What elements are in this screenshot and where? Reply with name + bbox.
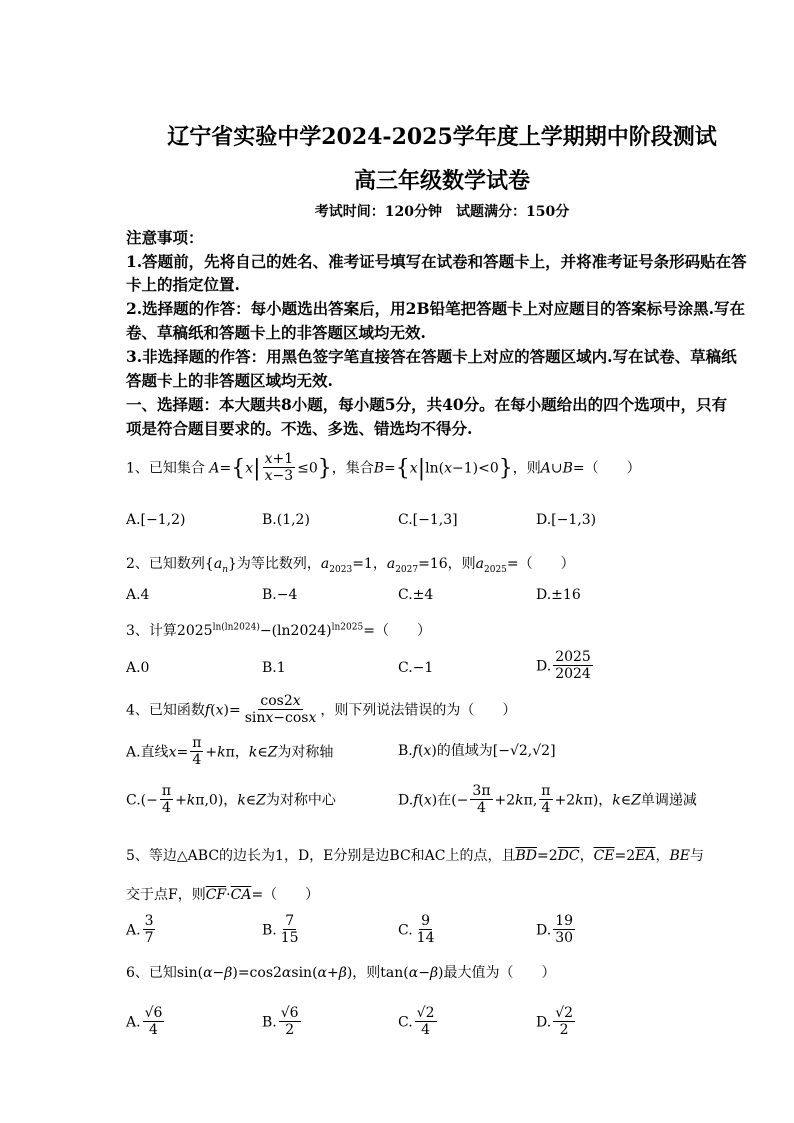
section-heading-b: 项是符合题目要求的。不选、多选、错选均不得分.	[126, 419, 473, 438]
q5-c-den: 14	[416, 930, 435, 947]
q1-bracket: （ ）	[584, 460, 641, 477]
q5-c-num: 9	[421, 913, 431, 929]
q3-option-d-denominator: 2024	[555, 666, 591, 683]
q2-text: 2、已知数列	[126, 556, 205, 572]
question-5-stem-line2: 交于点F，则$\overline{CF}\cdot\overline{CA}=$（ ）	[126, 887, 320, 903]
q6-text-end: ，则	[352, 965, 381, 981]
q3-text: 3、计算	[126, 623, 177, 639]
q5-d-num: 19	[555, 913, 574, 929]
q6-a-num: √6	[144, 1005, 163, 1021]
q5-a-num: 3	[144, 913, 154, 929]
q6-c-den: 4	[421, 1022, 431, 1039]
notice-item-2b: 卷、草稿纸和答题卡上的非答题区域均无效.	[126, 323, 426, 342]
q5-option-c: C. $\frac{9}{14}$	[398, 913, 435, 947]
q5-d-den: 30	[555, 930, 574, 947]
q6-bracket: （ ）	[499, 965, 556, 981]
q6-option-a: A. $\frac{√6}{4}$	[126, 1005, 163, 1039]
q6-b-den: 2	[285, 1022, 295, 1039]
question-3-stem: 3、计算$2025^{ln(ln2024)}-(\ln 2024)^{ln2025}=$（ ）	[126, 622, 431, 639]
q3-option-d	[536, 650, 595, 683]
q4-option-c: C.(− $\frac{\pi}{4}$ +kπ,0)，k∈Z为对称中心	[126, 783, 336, 817]
q3-bracket: （ ）	[374, 623, 431, 639]
question-6-stem: 6、已知sin(α−β)=cos2αsin(α+β)，则tan(α−β)最大值为（ ）	[126, 965, 556, 981]
q5-b-num: 7	[285, 913, 295, 929]
q3-option-a: A.0	[126, 660, 150, 676]
q6-c-num: √2	[416, 1005, 435, 1021]
q3-option-d-label: D.	[536, 658, 552, 675]
q6-text-tail: 最大值为	[443, 965, 500, 981]
q1-option-d: D.[−1,3)	[536, 512, 597, 528]
exam-info: 考试时间：120分钟 试题满分：150分	[314, 204, 570, 220]
q5-a-den: 7	[144, 930, 154, 947]
q3-option-c: C.−1	[398, 660, 434, 676]
q6-b-num: √6	[280, 1005, 299, 1021]
question-5-stem-line1: 5、等边△ABC的边长为1，D，E分别是边BC和AC上的点，且$\overline{BD}=2\overline{DC}$，$\overline{CE}=2\overline{EA}$，BE与	[126, 848, 705, 864]
q4-option-d-text: 单调递减	[640, 792, 697, 809]
q4-text: 4、已知函数	[126, 702, 205, 719]
q6-option-b: B. $\frac{√6}{2}$	[262, 1005, 299, 1039]
q6-text: 6、已知	[126, 965, 177, 981]
q4-option-c-text: 为对称中心	[265, 792, 336, 809]
question-2-stem: 2、已知数列$\{a_n\}$为等比数列，$a_{2023}=1$，$a_{2027}=16$，则$a_{2025}=$（ ）	[126, 556, 575, 575]
notice-item-3b: 答题卡上的非答题区域均无效.	[126, 371, 333, 390]
q4-text-end: ，则下列说法错误的为	[320, 702, 461, 719]
question-1-stem: 1、已知集合 A={x| $\frac{x+1}{x-3}$ ≤0}，集合B={x|ln(x−1)<0}，则A∪B=（ ）	[126, 451, 641, 485]
notice-item-1a: 1.答题前，先将自己的姓名、准考证号填写在试卷和答题卡上，并将准考证号条形码贴在答	[126, 252, 747, 271]
q6-d-num: √2	[555, 1005, 574, 1021]
notice-item-2a: 2.选择题的作答：每小题选出答案后，用2B铅笔把答题卡上对应题目的答案标号涂黑.写在	[126, 299, 745, 318]
q5-bracket: （ ）	[263, 887, 320, 903]
notice-item-1b: 卡上的指定位置.	[126, 275, 240, 294]
q4-bracket: （ ）	[460, 702, 517, 719]
q3-option-d-numerator: 2025	[555, 649, 591, 665]
q2-option-c: C.±4	[398, 587, 434, 603]
q2-text-end: ，则	[447, 556, 476, 572]
q4-option-b-text: 的值域为	[436, 743, 493, 759]
q4-option-a-text: 为对称轴	[277, 744, 334, 761]
q4-option-a: A.直线x= $\frac{\pi}{4}$ +kπ，k∈Z为对称轴	[126, 735, 334, 769]
q1-option-c: C.[−1,3]	[398, 512, 458, 528]
q5-option-a: A. $\frac{3}{7}$	[126, 913, 154, 947]
q5-option-b: B. $\frac{7}{15}$	[262, 913, 299, 947]
q1-text: 1、已知集合	[126, 460, 205, 477]
q6-d-den: 2	[559, 1022, 569, 1039]
q6-a-den: 4	[149, 1022, 158, 1039]
q1-text-mid: ，集合	[331, 460, 374, 477]
question-4-stem: 4、已知函数f(x)= $\frac{\cos 2x}{\sin x-\cos x}$ ，则下列说法错误的为（ ）	[126, 693, 517, 727]
exam-subtitle: 高三年级数学试卷	[353, 168, 530, 194]
q2-bracket: （ ）	[518, 556, 575, 572]
q1-text-end: ，则	[512, 460, 541, 477]
q4-option-b: B.f(x)的值域为[−√2,√2]	[398, 743, 556, 759]
q2-option-d: D.±16	[536, 587, 581, 603]
q1-option-a: A.[−1,2)	[126, 512, 186, 528]
q5-text-line2: 交于点F，则	[126, 887, 206, 903]
q5-b-den: 15	[280, 930, 299, 947]
notice-heading: 注意事项：	[126, 228, 204, 247]
q2-option-b: B.−4	[262, 587, 298, 603]
q1-option-b: B.(1,2)	[262, 512, 310, 528]
q6-option-d: D. $\frac{√2}{2}$	[536, 1005, 574, 1039]
notice-item-3a: 3.非选择题的作答：用黑色签字笔直接答在答题卡上对应的答题区域内.写在试卷、草稿纸	[126, 347, 737, 366]
q6-option-c: C. $\frac{√2}{4}$	[398, 1005, 435, 1039]
exam-title: 辽宁省实验中学2024-2025学年度上学期期中阶段测试	[167, 124, 717, 150]
q2-text-mid: 为等比数列，	[236, 556, 321, 572]
q2-option-a: A.4	[126, 587, 150, 603]
section-heading-a: 一、选择题：本大题共8小题，每小题5分，共40分。在每小题给出的四个选项中，只有	[126, 395, 728, 414]
q5-text: 5、等边△ABC的边长为1，D，E分别是边BC和AC上的点，且	[126, 848, 516, 864]
q3-option-b: B.1	[262, 660, 286, 676]
q4-option-d: D.f(x)在(− $\frac{3\pi}{4}$ +2kπ, $\frac{\pi}{4}$ +2kπ)，k∈Z单调递减	[398, 783, 697, 817]
q5-option-d: D. $\frac{19}{30}$	[536, 913, 574, 947]
